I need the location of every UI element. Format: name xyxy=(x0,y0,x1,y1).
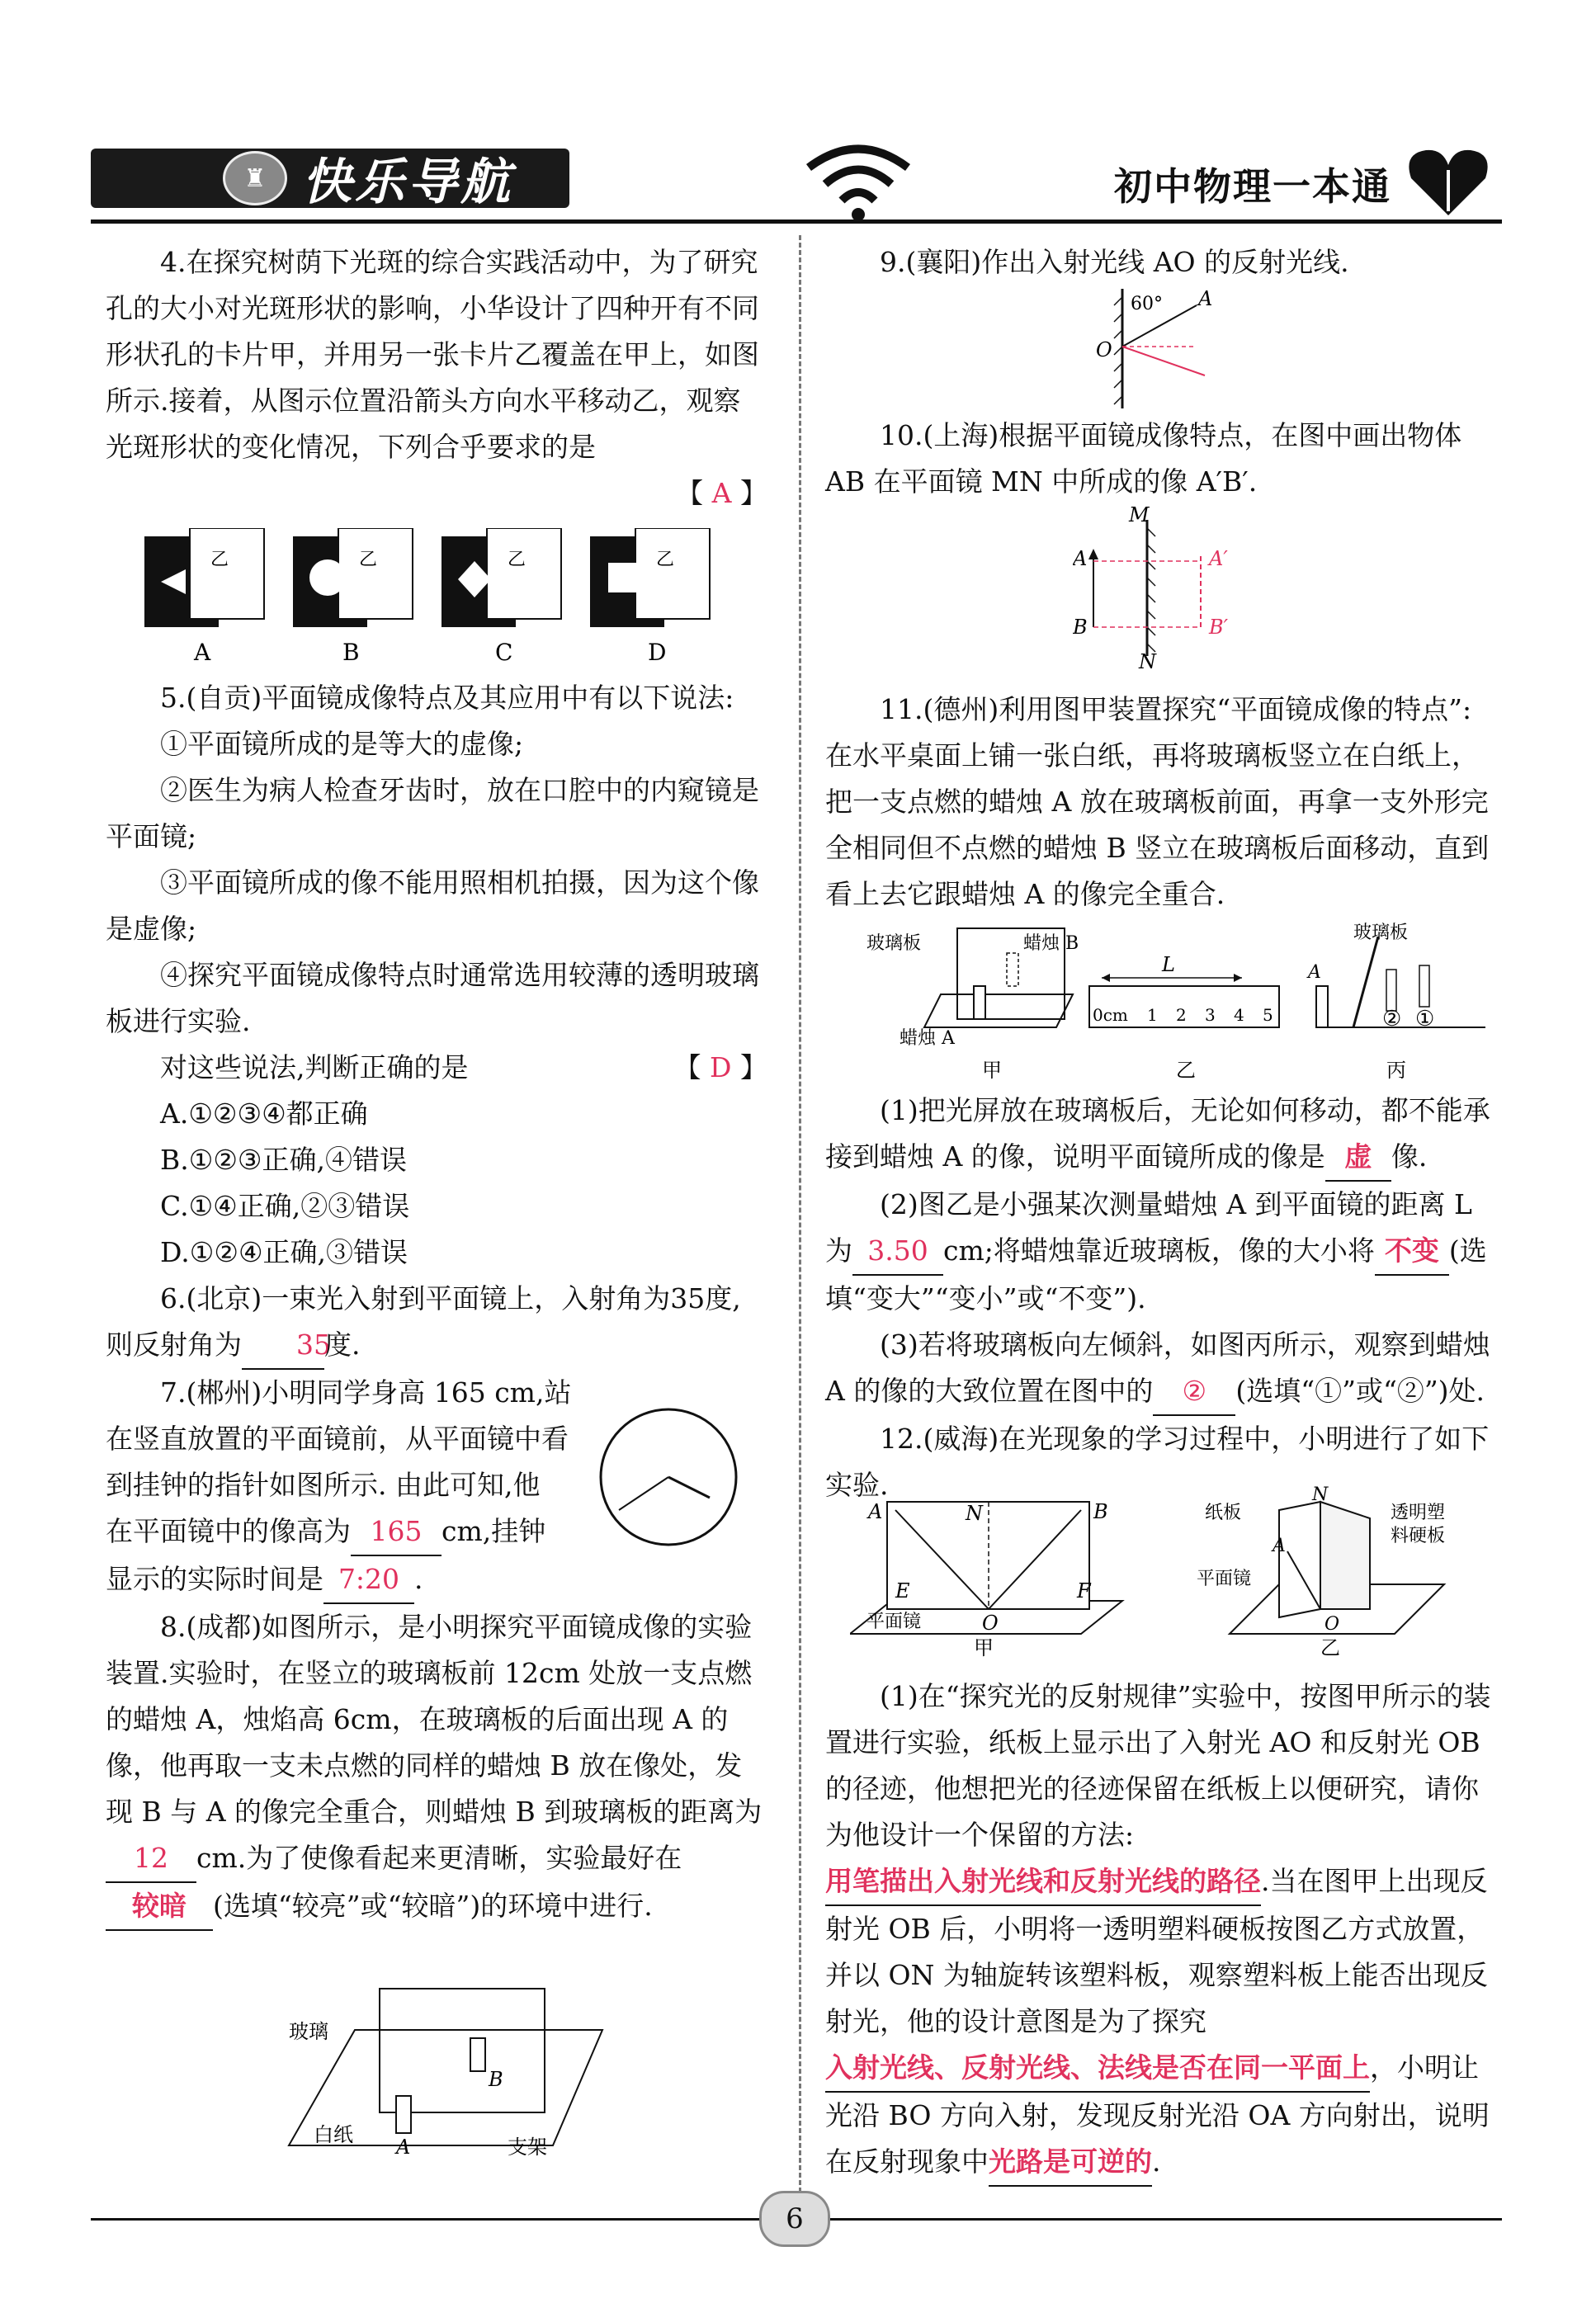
candle-a-icon xyxy=(1316,986,1328,1027)
q11-p2a: (2)图乙是小强某次测量蜡烛 A 到平面镜的距离 L 为 xyxy=(825,1188,1472,1267)
ruler-5: 5 xyxy=(1263,1005,1273,1025)
q5-option-b: B.①②③正确,④错误 xyxy=(160,1144,407,1176)
label-plastic-1: 透明塑 xyxy=(1391,1503,1446,1523)
q11-answer-2: 3.50 xyxy=(852,1228,943,1276)
label-a-prime: A′ xyxy=(1209,547,1228,570)
label-n: N xyxy=(1139,650,1156,668)
square-hole-icon xyxy=(608,563,638,592)
right-column-q11-parts xyxy=(825,1088,1494,1508)
clock-figure xyxy=(594,1403,743,1551)
ruler-1: 1 xyxy=(1147,1005,1158,1025)
q5-answer-bracket: 【 D 】 xyxy=(673,1051,767,1083)
label-m: M xyxy=(1129,503,1150,526)
right-column-q10 xyxy=(825,413,1494,505)
label-n: N xyxy=(966,1502,983,1525)
option-label-b: B xyxy=(342,639,360,666)
caption-yi: 乙 xyxy=(1176,1059,1196,1082)
q11-part3 xyxy=(825,1322,1494,1416)
ruler-2: 2 xyxy=(1176,1005,1187,1025)
q11-figure xyxy=(866,920,1494,1085)
q8-mid: cm.为了使像看起来更清晰，实验最好在 xyxy=(196,1842,682,1874)
q10-text: 10.(上海)根据平面镜成像特点，在图中画出物体 AB 在平面镜 MN 中所成的像 A′B′. xyxy=(825,419,1462,498)
castle-logo-icon: ♜ xyxy=(223,151,287,205)
q7-l4a: 在平面镜中的像高为 xyxy=(106,1515,351,1547)
fig-yi xyxy=(1089,953,1279,1082)
q12-p1d: . xyxy=(1152,2145,1161,2178)
label-mirror: 平面镜 xyxy=(866,1612,922,1632)
label-paper: 纸板 xyxy=(1205,1503,1242,1523)
label-a: A xyxy=(868,1500,883,1523)
column-divider xyxy=(799,235,801,2207)
q12-text: 12.(威海)在光现象的学习过程中，小明进行了如下实验. xyxy=(825,1423,1490,1501)
label-b-prime: B′ xyxy=(1209,616,1229,639)
q11-p2b: cm;将蜡烛靠近玻璃板，像的大小将 xyxy=(943,1234,1375,1267)
plastic-board xyxy=(1320,1502,1370,1609)
q9-mirror-figure xyxy=(1089,281,1221,413)
q11-part1 xyxy=(825,1088,1494,1182)
q8-post: (选填“较亮”或“较暗”)的环境中进行. xyxy=(213,1890,653,1922)
q12-part1 xyxy=(825,1673,1494,2187)
right-column-q11 xyxy=(825,687,1494,918)
option-label-d: D xyxy=(648,639,667,666)
label-b: B xyxy=(489,2068,503,2091)
q7-line-5 xyxy=(106,1556,767,1604)
q12-p1a: (1)在“探究光的反射规律”实验中，按图甲所示的装置进行实验，纸板上显示出了入射光 AO 和反射光 OB 的径迹，他想把光的径迹保留在纸板上以便研究，请你为他设计一个保留的方法: xyxy=(825,1680,1491,1851)
q11-part2 xyxy=(825,1182,1494,1322)
candle-b-icon xyxy=(470,2038,485,2071)
label-b: B xyxy=(1073,616,1088,639)
label-n-2: N xyxy=(1312,1485,1329,1505)
q11-p3a: (3)若将玻璃板向左倾斜，如图丙所示，观察到蜡烛 A 的像的大致位置在图中的 xyxy=(825,1329,1490,1407)
q12-answer-1: 用笔描出入射光线和反射光线的路径 xyxy=(825,1858,1261,1906)
page-header xyxy=(91,139,1502,221)
wifi-icon xyxy=(800,139,916,221)
book-title: 初中物理一本通 xyxy=(1114,164,1391,209)
label-a: A xyxy=(1308,962,1321,983)
q8-answer-2: 较暗 xyxy=(106,1883,213,1931)
q11-p1b: 像. xyxy=(1391,1140,1428,1173)
q11-text: 11.(德州)利用图甲装置探究“平面镜成像的特点”:在水平桌面上铺一张白纸，再将玻璃板竖立在白纸上，把一支点燃的蜡烛 A 放在玻璃板前面，再拿一支外形完全相同但不点燃的蜡烛 B 竖立在玻璃板后面移动，直到看上去它跟蜡烛 A 的像完全重合. xyxy=(825,693,1490,910)
card-label: 乙 xyxy=(210,550,229,570)
fig-bing xyxy=(1306,923,1485,1082)
label-plastic-2: 料硬板 xyxy=(1391,1526,1446,1546)
candle-a-icon xyxy=(974,986,985,1019)
brand-banner xyxy=(91,149,569,211)
q8-apparatus-figure xyxy=(272,1980,619,2162)
card-d xyxy=(590,528,710,627)
label-pos-2: ② xyxy=(1382,1007,1402,1031)
q5-stem: 5.(自贡)平面镜成像特点及其应用中有以下说法: xyxy=(160,682,734,714)
q10-mirror-figure xyxy=(1073,503,1254,668)
left-column xyxy=(106,239,767,517)
label-stand: 支架 xyxy=(508,2136,547,2159)
q5-option-d: D.①②④正确,③错误 xyxy=(160,1236,408,1268)
q11-p2c: (选填“变大”“变小”或“不变”). xyxy=(825,1234,1487,1314)
candle-1-icon xyxy=(1419,965,1429,1007)
ruler-4: 4 xyxy=(1234,1005,1244,1025)
header-rule xyxy=(91,219,1502,224)
option-label-a: A xyxy=(194,639,211,666)
circle-hole-icon xyxy=(309,559,346,596)
q12-p1c: ，小明让光沿 BO 方向入射，发现反射光沿 OA 方向射出，说明在反射现象中 xyxy=(825,2051,1490,2178)
brand-title: 快乐导航 xyxy=(302,153,513,211)
q6-post: 度. xyxy=(324,1329,361,1361)
right-column-q12-parts xyxy=(825,1673,1494,2187)
q12-figure xyxy=(850,1485,1494,1659)
reflected-ray xyxy=(1122,347,1205,375)
q5-ask: 对这些说法,判断正确的是 xyxy=(160,1051,469,1083)
q6-answer: 35 xyxy=(242,1322,324,1370)
label-f: F xyxy=(1077,1579,1091,1602)
label-pos-1: ① xyxy=(1415,1007,1435,1031)
label-glass-2: 玻璃板 xyxy=(1353,923,1409,943)
q5-option-c: C.①④正确,②③错误 xyxy=(160,1190,410,1222)
label-l: L xyxy=(1162,953,1175,976)
q11-answer-3: 不变 xyxy=(1375,1228,1449,1276)
q4-answer-bracket: 【 A 】 xyxy=(676,477,767,509)
q7-line-3: 到挂钟的指针如图所示. 由此可知,他 xyxy=(106,1469,541,1501)
label-glass: 玻璃 xyxy=(289,2020,328,2043)
caption-jia: 甲 xyxy=(982,1059,1002,1082)
q9-text: 9.(襄阳)作出入射光线 AO 的反射光线. xyxy=(880,246,1349,278)
caption-12-yi: 乙 xyxy=(1320,1636,1340,1659)
q12-p1b: .当在图甲上出现反射光 OB 后，小明将一透明塑料硬板按图乙方式放置，并以 ON 为轴旋转该塑料板，观察塑料板上能否出现反射光，他的设计意图是为了探究 xyxy=(825,1865,1488,2037)
label-o: O xyxy=(1096,338,1112,361)
q4-text: 4.在探究树荫下光斑的综合实践活动中，为了研究孔的大小对光斑形状的影响，小华设计了四种开有不同形状孔的卡片甲，并用另一张卡片乙覆盖在甲上，如图所示.接着，从图示位置沿箭头方向水平移动乙，观察光斑形状的变化情况，下列合乎要求的是 xyxy=(106,246,759,463)
card-c xyxy=(441,528,561,627)
page-number: 6 xyxy=(759,2191,830,2247)
q7-l4b: cm,挂钟 xyxy=(441,1515,546,1547)
ruler-0: 0cm xyxy=(1093,1005,1128,1025)
label-paper: 白纸 xyxy=(314,2123,353,2146)
right-column-q9 xyxy=(825,239,1494,286)
fig-jia xyxy=(866,928,1079,1082)
left-column-q5 xyxy=(106,675,767,1931)
label-angle: 60° xyxy=(1131,294,1163,314)
q5-answer: D xyxy=(710,1051,732,1083)
q5-statement-1: ①平面镜所成的是等大的虚像; xyxy=(160,728,524,760)
fig-12-yi xyxy=(1197,1485,1445,1659)
q11-p1a: (1)把光屏放在玻璃板后，无论如何移动，都不能承接到蜡烛 A 的像，说明平面镜所成的像是 xyxy=(825,1094,1490,1173)
ruler-3: 3 xyxy=(1205,1005,1216,1025)
option-label-c: C xyxy=(495,639,513,666)
q8-text: 8.(成都)如图所示，是小明探究平面镜成像的实验装置.实验时，在竖立的玻璃板前 12cm 处放一支点燃的蜡烛 A，烛焰高 6cm，在玻璃板的后面出现 A 的像，他再取一支未点燃的同样的蜡烛 B 放在像处，发现 B 与 A 的像完全重合，则蜡烛 B 到玻璃板的距离为 xyxy=(106,1611,763,1828)
q4-cards-figure xyxy=(144,528,772,668)
candle-b-icon xyxy=(1007,953,1018,986)
label-o-2: O xyxy=(1324,1614,1340,1635)
q4-answer: A xyxy=(711,477,732,509)
q11-answer-4: ② xyxy=(1153,1368,1235,1416)
label-b: B xyxy=(1093,1500,1108,1523)
card-a xyxy=(144,528,264,627)
q6 xyxy=(106,1276,767,1370)
label-o: O xyxy=(982,1612,999,1635)
q5-ask-row xyxy=(106,1045,767,1091)
q7-line-1: 7.(郴州)小明同学身高 165 cm,站 xyxy=(160,1376,572,1409)
caption-12-jia: 甲 xyxy=(974,1636,994,1659)
q12-answer-2: 入射光线、反射光线、法线是否在同一平面上 xyxy=(825,2045,1370,2093)
q5-statement-3: ③平面镜所成的像不能用照相机拍摄，因为这个像是虚像; xyxy=(106,866,759,945)
q5-statement-2: ②医生为病人检查牙齿时，放在口腔中的内窥镜是平面镜; xyxy=(106,774,759,852)
q8-answer-1: 12 xyxy=(106,1835,196,1883)
q7-l5a: 显示的实际时间是 xyxy=(106,1563,323,1595)
label-mirror-2: 平面镜 xyxy=(1197,1569,1252,1589)
card-label: 乙 xyxy=(508,550,526,570)
q8 xyxy=(106,1604,767,1931)
q7-answer-1: 165 xyxy=(351,1508,441,1556)
label-e: E xyxy=(895,1579,910,1602)
label-a: A xyxy=(1198,287,1213,310)
caption-bing: 丙 xyxy=(1386,1059,1406,1082)
q6-pre: 6.(北京)一束光入射到平面镜上，入射角为35度,则反射角为 xyxy=(106,1282,741,1361)
paper-board-2 xyxy=(1279,1502,1320,1617)
card-label: 乙 xyxy=(656,550,675,570)
card-b xyxy=(293,528,413,627)
arrow-up-icon xyxy=(1088,549,1098,559)
label-a-2: A xyxy=(1273,1536,1286,1556)
q5-statement-4: ④探究平面镜成像特点时通常选用较薄的透明玻璃板进行实验. xyxy=(106,959,759,1037)
label-a: A xyxy=(396,2136,411,2159)
q11-p3b: (选填“①”或“②”)处. xyxy=(1235,1375,1485,1407)
label-a: A xyxy=(1073,547,1088,570)
candle-2-icon xyxy=(1386,970,1396,1011)
q7-line-2: 在竖直放置的平面镜前，从平面镜中看 xyxy=(106,1423,569,1455)
q7-answer-2: 7:20 xyxy=(323,1556,414,1604)
label-candle-b: 蜡烛 B xyxy=(1023,933,1079,954)
q12-answer-3: 光路是可逆的 xyxy=(989,2139,1152,2187)
fig-12-jia xyxy=(850,1500,1122,1659)
q11-answer-1: 虚 xyxy=(1325,1134,1391,1182)
candle-a-icon xyxy=(396,2096,411,2133)
card-label: 乙 xyxy=(359,550,378,570)
q7-l5b: . xyxy=(414,1563,423,1595)
tilted-glass xyxy=(1353,937,1378,1027)
heart-icon xyxy=(1403,145,1494,219)
label-candle-a: 蜡烛 A xyxy=(900,1028,955,1049)
label-glass: 玻璃板 xyxy=(866,933,922,954)
q5-option-a: A.①②③④都正确 xyxy=(160,1097,368,1130)
